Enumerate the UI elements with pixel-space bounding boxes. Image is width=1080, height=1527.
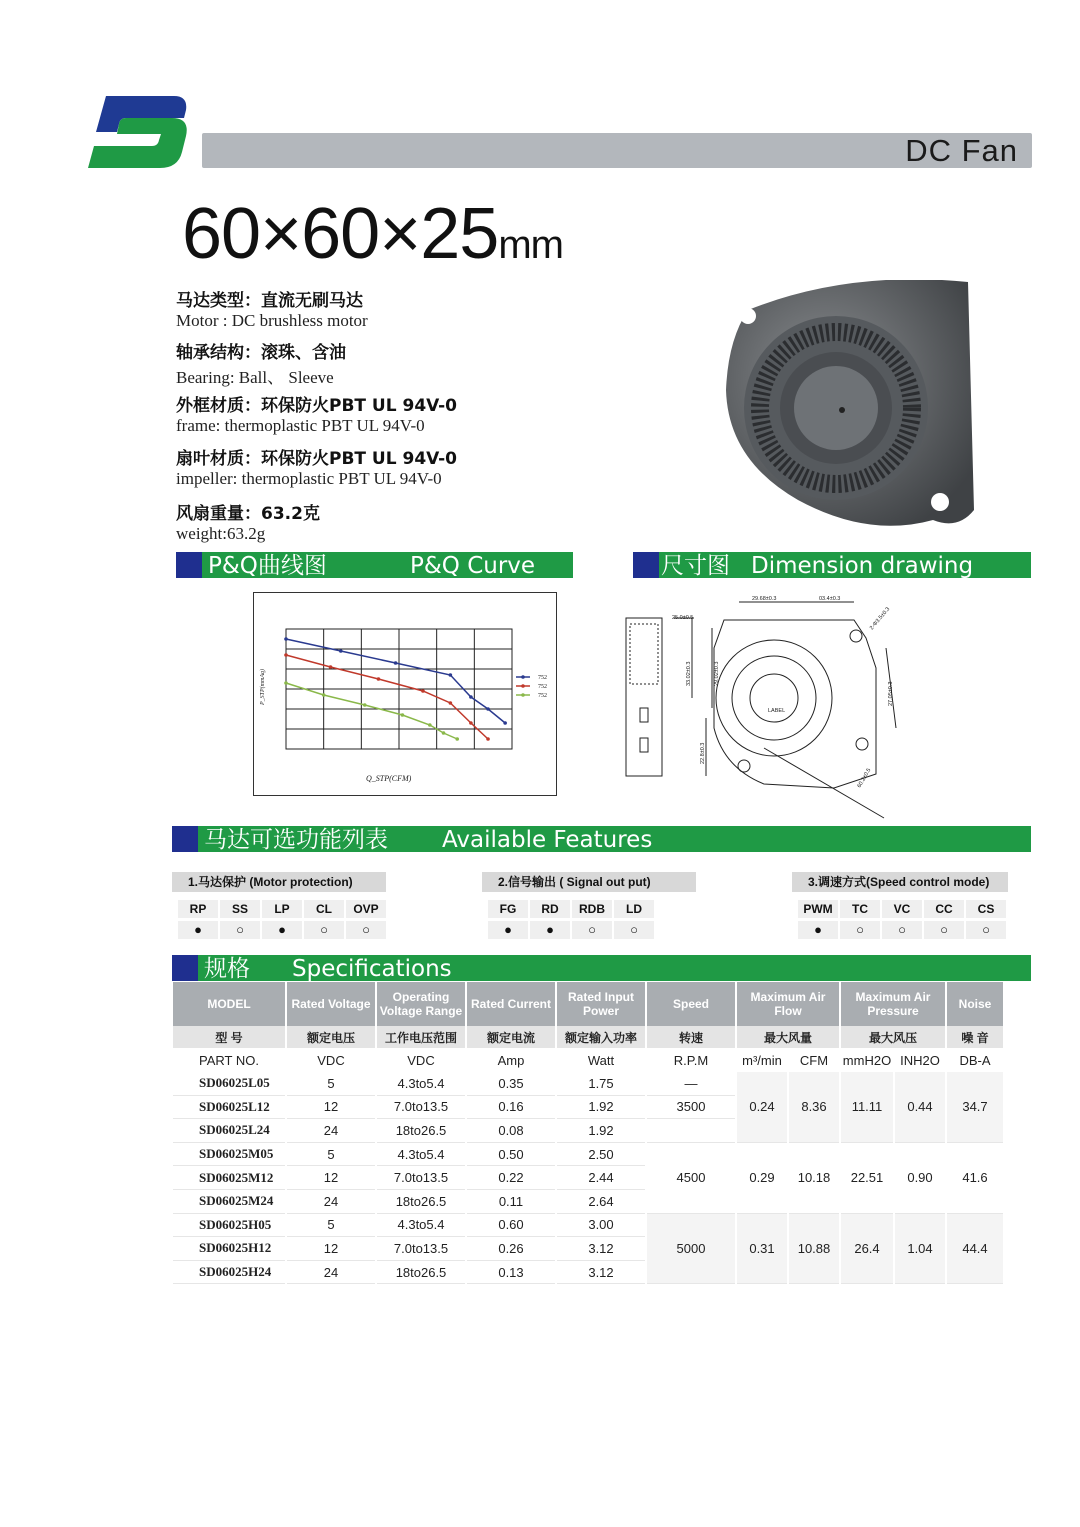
spec-list [176,286,596,551]
data-point [284,653,288,657]
spec-cn: 马达类型：直流无刷马达 [176,291,363,311]
feature-mark: ○ [220,921,260,939]
cell: 0.13 [467,1261,555,1285]
spec-title-cn: 规格 [204,956,250,982]
unit-head: INH2O [900,1052,940,1068]
unit-head: mmH2O [842,1052,892,1068]
legend-label: 752 [538,675,547,681]
data-point [363,703,367,707]
cell: 18to26.5 [377,1261,465,1285]
dim-section-bar [633,552,1031,578]
spec-table [171,982,1005,1284]
cell: 1.75 [557,1072,645,1096]
data-point [486,707,490,711]
features-section-bar [172,826,1031,852]
feature-item: CC [924,900,964,918]
unit-head: DB-A [959,1052,991,1068]
series-line [286,683,457,739]
col-head-cn: 噪 音 [947,1026,1003,1048]
cell: SD06025H05 [173,1214,285,1238]
section-marker [172,955,198,981]
col-head: Rated Current [467,982,555,1026]
cell: 5 [287,1143,375,1167]
cell: 0.44 [895,1072,945,1143]
cell: 12 [287,1096,375,1120]
cell: 0.11 [467,1190,555,1214]
col-head-cn: 型 号 [173,1026,285,1048]
cell: 0.24 [737,1072,787,1143]
col-head: Operating Voltage Range [377,982,465,1026]
cell: SD06025H12 [173,1237,285,1261]
size-unit: mm [498,223,563,267]
unit-head: VDC [407,1052,435,1068]
feature-mark: ● [798,921,838,939]
feature-item: OVP [346,900,386,918]
feature-group-title: 2.信号输出 ( Signal out put) [482,872,696,892]
data-point [449,701,453,705]
cell: 41.6 [947,1143,1003,1214]
legend-label: 752 [538,693,547,699]
feature-item: LD [614,900,654,918]
product-type-title: DC Fan [905,133,1018,168]
unit-head: PART NO. [199,1052,259,1068]
feature-item: PWM [798,900,838,918]
cell: 8.36 [789,1072,839,1143]
table-row [173,1143,1003,1167]
legend-marker [521,693,525,697]
cell: 0.35 [467,1072,555,1096]
legend-marker [521,675,525,679]
cell: 4500 [647,1143,735,1214]
cell: 22.51 [841,1143,893,1214]
spec-en: weight:63.2g [176,524,266,543]
cell: 12 [287,1237,375,1261]
data-point [469,695,473,699]
col-head: Rated Input Power [557,982,645,1026]
data-point [401,713,405,717]
cell: 34.7 [947,1072,1003,1143]
data-point [284,681,288,685]
cell: SD06025M12 [173,1166,285,1190]
size-main: 60×60×25 [182,194,499,274]
dim-label: 29.68±0.3 [752,596,777,602]
table-header-units [173,1048,1003,1072]
data-point [284,637,288,641]
cell: 1.04 [895,1214,945,1285]
feature-group-title: 1.马达保护 (Motor protection) [172,872,386,892]
section-marker [176,552,202,578]
cell: 18to26.5 [377,1190,465,1214]
unit-head: Watt [587,1052,615,1068]
feature-item: VC [882,900,922,918]
cell: 26.4 [841,1214,893,1285]
feature-mark: ○ [346,921,386,939]
cell: 4.3to5.4 [377,1072,465,1096]
data-point [503,721,507,725]
data-point [339,649,343,653]
spec-cn: 风扇重量：63.2克 [176,504,320,524]
cell: 0.60 [467,1214,555,1238]
spec-cn: 轴承结构：滚珠、含油 [176,343,346,363]
cell: 12 [287,1166,375,1190]
cell: 10.88 [789,1214,839,1285]
section-marker [633,552,659,578]
data-point [377,677,381,681]
cell: 44.4 [947,1214,1003,1285]
unit-head: CFM [799,1052,829,1068]
pq-chart [253,592,557,796]
dim-title-en: Dimension drawing [751,553,974,579]
cell: SD06025L24 [173,1119,285,1143]
cell: 2.64 [557,1190,645,1214]
data-point [322,693,326,697]
data-point [455,737,459,741]
feature-item: CL [304,900,344,918]
feature-mark: ○ [882,921,922,939]
legend-label: 752 [538,684,547,690]
cell: 0.16 [467,1096,555,1120]
feature-mark: ● [488,921,528,939]
spec-en: frame: thermoplastic PBT UL 94V-0 [176,416,425,435]
spec-en: Bearing: Ball、 Sleeve [176,368,334,387]
cell: 4.3to5.4 [377,1143,465,1167]
data-point [428,723,432,727]
cell: 0.29 [737,1143,787,1214]
spec-cn: 外框材质：环保防火PBT UL 94V-0 [176,396,457,416]
spec-en: Motor : DC brushless motor [176,311,368,330]
feature-mark: ○ [924,921,964,939]
table-header-cn [173,1026,1003,1048]
col-head-cn: 最大风压 [841,1026,945,1048]
brand-logo [86,94,188,170]
unit-head: VDC [317,1052,345,1068]
feature-group-motor-protection [172,872,392,942]
cell: SD06025M24 [173,1190,285,1214]
dim-label: 29.02±0.3 [714,661,720,686]
header-bar [202,133,1032,168]
y-axis-label: P_STP(mmAq) [260,669,266,705]
spec-cn: 扇叶材质：环保防火PBT UL 94V-0 [176,449,457,469]
features-title-cn: 马达可选功能列表 [204,827,388,853]
cell: 1.92 [557,1119,645,1143]
feature-item: RDB [572,900,612,918]
feature-mark: ● [530,921,570,939]
cell: SD06025M05 [173,1143,285,1167]
unit-head: R.P.M [673,1052,709,1068]
col-head: MODEL [173,982,285,1026]
feature-item: SS [220,900,260,918]
cell: 3500 [647,1096,735,1120]
col-head: Noise [947,982,1003,1026]
features-title-en: Available Features [442,827,653,853]
table-row [173,1214,1003,1238]
cell: 7.0to13.5 [377,1166,465,1190]
cell: 0.08 [467,1119,555,1143]
cell: 4.3to5.4 [377,1214,465,1238]
cell: 0.22 [467,1166,555,1190]
dim-label: 2-Φ3.5±0.3 [868,606,892,632]
feature-mark: ● [262,921,302,939]
fan-photo [718,280,980,538]
cell: 0.90 [895,1143,945,1214]
cell: 24 [287,1261,375,1285]
cell: SD06025H24 [173,1261,285,1285]
dim-label: 03.4±0.3 [819,596,841,602]
cell: — [647,1072,735,1096]
dim-label: 60.2±0.5 [856,767,873,789]
cell: 1.92 [557,1096,645,1120]
legend-marker [521,684,525,688]
data-point [486,737,490,741]
feature-item: RP [178,900,218,918]
dim-label: LABEL [768,708,786,714]
dim-label: 25.0±0.5 [672,615,694,621]
feature-item: TC [840,900,880,918]
cell: 3.12 [557,1261,645,1285]
cell: 5000 [647,1214,735,1285]
data-point [469,721,473,725]
cell: 5 [287,1072,375,1096]
cell: 2.50 [557,1143,645,1167]
dim-label: 27.05±0.3 [888,681,894,706]
table-header-en [173,982,1003,1026]
data-point [329,665,333,669]
spec-title-en: Specifications [292,956,452,982]
unit-head: Amp [497,1052,525,1068]
pq-chart-svg [254,593,556,795]
feature-mark: ○ [614,921,654,939]
data-point [449,673,453,677]
data-point [421,689,425,693]
cell: 7.0to13.5 [377,1096,465,1120]
cell: SD06025L05 [173,1072,285,1096]
feature-group-speed-control [792,872,1012,942]
cell: 2.44 [557,1166,645,1190]
pq-title-en: P&Q Curve [410,553,536,579]
cell: 18to26.5 [377,1119,465,1143]
col-head-cn: 额定电流 [467,1026,555,1048]
col-head: Maximum Air Pressure [841,982,945,1026]
data-point [394,661,398,665]
feature-item: LP [262,900,302,918]
cell: 11.11 [841,1072,893,1143]
col-head: Rated Voltage [287,982,375,1026]
feature-mark: ○ [572,921,612,939]
table-row [173,1072,1003,1096]
feature-mark: ○ [966,921,1006,939]
unit-head: m³/min [742,1052,782,1068]
dim-title-cn: 尺寸图 [661,553,730,579]
feature-group-title: 3.调速方式(Speed control mode) [792,872,1008,892]
cell: 0.31 [737,1214,787,1285]
cell: 3.12 [557,1237,645,1261]
cell [647,1119,735,1143]
cell: 10.18 [789,1143,839,1214]
col-head: Maximum Air Flow [737,982,839,1026]
col-head-cn: 工作电压范围 [377,1026,465,1048]
cell: 7.0to13.5 [377,1237,465,1261]
col-head-cn: 转速 [647,1026,735,1048]
dim-label: 22.8±0.3 [700,742,706,764]
spec-en: impeller: thermoplastic PBT UL 94V-0 [176,469,442,488]
dimension-drawing [614,588,914,820]
col-head: Speed [647,982,735,1026]
spec-section-bar [172,955,1031,981]
data-point [442,731,446,735]
feature-group-signal-output [482,872,702,942]
series-line [286,655,488,739]
feature-item: RD [530,900,570,918]
dim-label: 33.02±0.3 [686,661,692,686]
cell: 5 [287,1214,375,1238]
size-title [182,188,563,291]
series-line [286,639,505,723]
col-head-cn: 额定电压 [287,1026,375,1048]
feature-mark: ○ [304,921,344,939]
cell: 0.50 [467,1143,555,1167]
col-head-cn: 最大风量 [737,1026,839,1048]
cell: 24 [287,1119,375,1143]
cell: 24 [287,1190,375,1214]
cell: 3.00 [557,1214,645,1238]
col-head-cn: 额定输入功率 [557,1026,645,1048]
section-marker [172,826,198,852]
cell: 0.26 [467,1237,555,1261]
cell: SD06025L12 [173,1096,285,1120]
feature-item: FG [488,900,528,918]
pq-section-bar [176,552,573,578]
pq-title-cn: P&Q曲线图 [208,553,327,579]
feature-item: CS [966,900,1006,918]
x-axis-label: Q_STP(CFM) [366,774,412,783]
feature-mark: ● [178,921,218,939]
feature-mark: ○ [840,921,880,939]
